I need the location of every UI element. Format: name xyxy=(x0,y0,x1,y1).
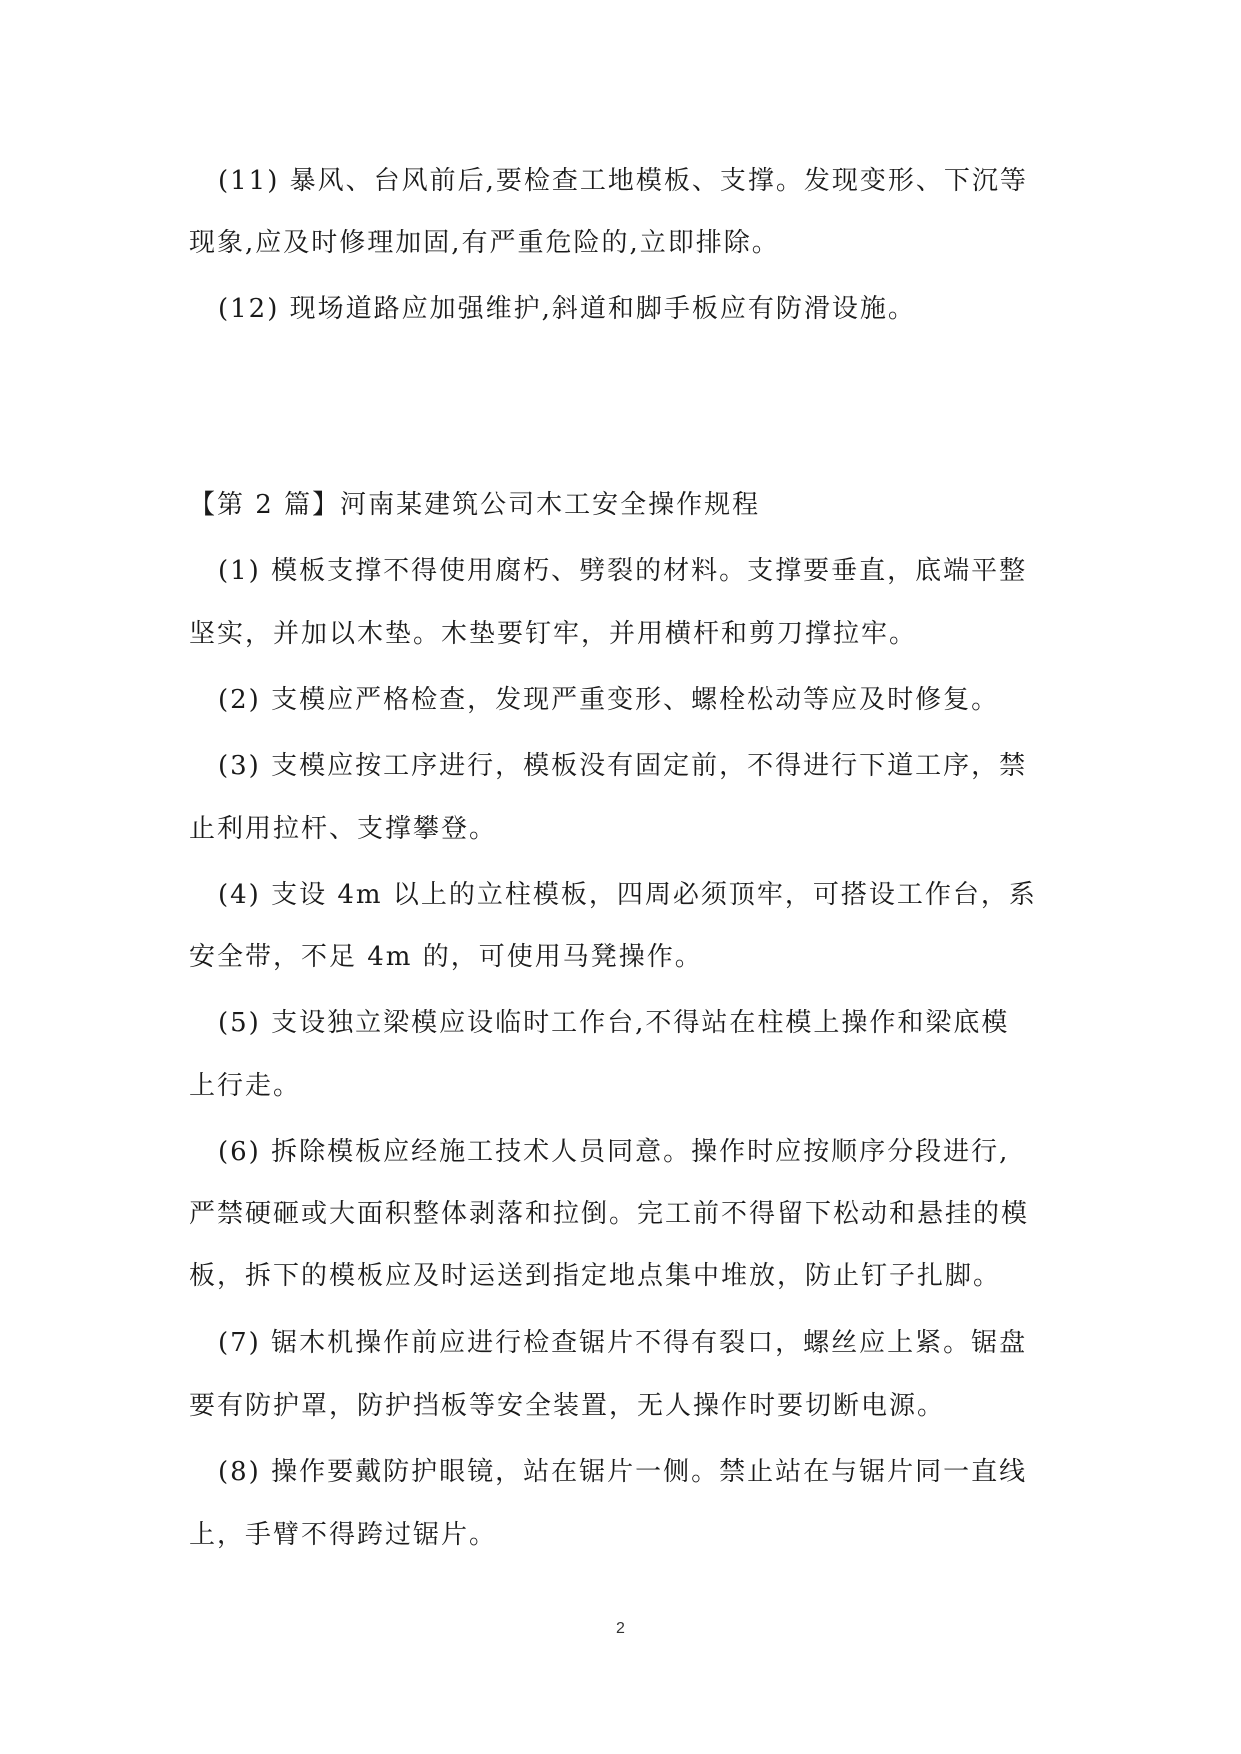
item-1-line-1: (1) 模板支撑不得使用腐朽、劈裂的材料。支撑要垂直，底端平整 xyxy=(218,556,1028,586)
page-number: 2 xyxy=(616,1620,625,1637)
item-8-line-2: 上，手臂不得跨过锯片。 xyxy=(189,1520,498,1550)
item-8-line-1: (8) 操作要戴防护眼镜，站在锯片一侧。禁止站在与锯片同一直线 xyxy=(218,1457,1028,1487)
item-2-line-1: (2) 支模应严格检查，发现严重变形、螺栓松动等应及时修复。 xyxy=(218,685,1000,715)
item-6-line-2: 严禁硬砸或大面积整体剥落和拉倒。完工前不得留下松动和悬挂的模 xyxy=(189,1199,1030,1229)
section-title: 【第 2 篇】河南某建筑公司木工安全操作规程 xyxy=(189,490,761,520)
item-1-line-2: 坚实，并加以木垫。木垫要钉牢，并用横杆和剪刀撑拉牢。 xyxy=(189,619,918,649)
item-4-line-2: 安全带，不足 4m 的，可使用马凳操作。 xyxy=(189,942,703,972)
paragraph-item-11-line-2: 现象,应及时修理加固,有严重危险的,立即排除。 xyxy=(189,228,780,258)
item-3-line-1: (3) 支模应按工序进行，模板没有固定前，不得进行下道工序，禁 xyxy=(218,751,1028,781)
item-4-line-1: (4) 支设 4m 以上的立柱模板，四周必须顶牢，可搭设工作台，系 xyxy=(218,880,1037,910)
item-5-line-2: 上行走。 xyxy=(189,1071,302,1101)
item-5-line-1: (5) 支设独立梁模应设临时工作台,不得站在柱模上操作和梁底模 xyxy=(218,1008,1010,1038)
item-3-line-2: 止利用拉杆、支撑攀登。 xyxy=(189,814,498,844)
paragraph-item-11-line-1: (11) 暴风、台风前后,要检查工地模板、支撑。发现变形、下沉等 xyxy=(218,166,1028,196)
item-6-line-3: 板，拆下的模板应及时运送到指定地点集中堆放，防止钉子扎脚。 xyxy=(189,1261,1002,1291)
item-7-line-1: (7) 锯木机操作前应进行检查锯片不得有裂口，螺丝应上紧。锯盘 xyxy=(218,1328,1028,1358)
paragraph-item-12-line-1: (12) 现场道路应加强维护,斜道和脚手板应有防滑设施。 xyxy=(218,294,916,324)
item-7-line-2: 要有防护罩，防护挡板等安全装置，无人操作时要切断电源。 xyxy=(189,1391,946,1421)
item-6-line-1: (6) 拆除模板应经施工技术人员同意。操作时应按顺序分段进行, xyxy=(218,1137,1010,1167)
